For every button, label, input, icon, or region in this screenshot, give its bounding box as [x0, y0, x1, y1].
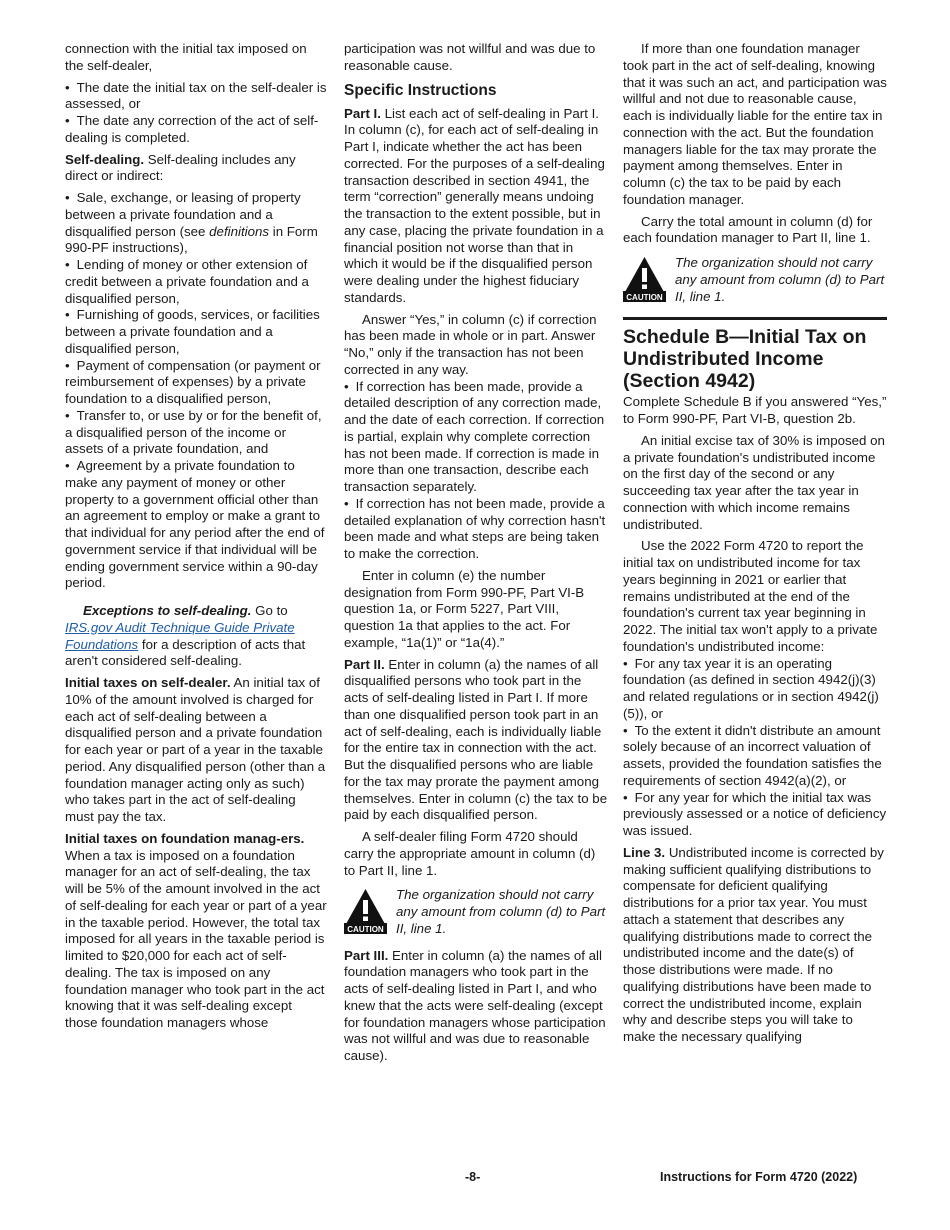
paragraph: Enter in column (e) the number designation from Form 990-PF, Part VI-B question 1a, or Form 5227, Part VIII, question 1a that applies to the act. For example, “1a(1)” or “1a(4).” — [344, 567, 585, 650]
italic-term: definitions — [209, 223, 270, 239]
caution-text: The organization should not carry any amount from column (d) to Part II, line 1. — [396, 887, 606, 936]
paragraph — [344, 948, 608, 1065]
bullet-item: • If correction has not been made, provide a detailed explanation of why correction hasn't been made and what steps are being taken to make the correction. — [344, 496, 608, 563]
run-in-heading: Self-dealing. — [65, 151, 145, 167]
bullet-item — [65, 190, 327, 257]
paragraph: Complete Schedule B if you answered “Yes,” to Form 990-PF, Part VI-B, question 2b. — [623, 394, 887, 426]
paragraph — [344, 106, 608, 307]
column-right — [623, 41, 887, 1051]
bullet-item: • Payment of compensation (or payment or reimbursement of expenses) by a private foundation to a disqualified person, — [65, 358, 327, 408]
section-divider — [623, 317, 887, 320]
run-in-heading: Line 3. — [623, 844, 666, 860]
paragraph-text: for a description of acts that aren't considered self-dealing. — [65, 636, 306, 669]
paragraph: A self-dealer filing Form 4720 should carry the appropriate amount in column (d) to Part II, line 1. — [344, 829, 596, 878]
bullet-item: • The date the initial tax on the self-dealer is assessed, or — [65, 80, 327, 114]
caution-icon — [344, 888, 387, 934]
caution-text: The organization should not carry any amount from column (d) to Part II, line 1. — [675, 255, 885, 304]
paragraph: connection with the initial tax imposed on the self-dealer, — [65, 41, 307, 73]
footer-title: Instructions for Form 4720 (2022) — [660, 1170, 858, 1184]
paragraph — [65, 152, 327, 186]
paragraph: If more than one foundation manager took part in the act of self-dealing, knowing that it was such an act, and participation was willful and not due to reasonable cause, each is individually liable for the entire tax in connection with the act. But the foundation managers liable for the tax may prorate the payment among themselves. Enter in column (c) the tax to be paid by each foundation manager. — [623, 41, 887, 207]
page-number: -8- — [465, 1170, 481, 1184]
paragraph-text: An initial tax of 10% of the amount involved is charged for each act of self-dealing between a disqualified person and a private foundation for each year or part of a year in the taxable period. Any disqualified person (other than a foundation manager acting only as such) who takes part in the act of self-dealing must pay the tax. — [65, 675, 326, 824]
paragraph-text: Go to — [255, 603, 288, 618]
paragraph-text: Enter in column (a) the names of all disqualified persons who took part in the acts of self-dealing listed in Part I. If more than one disqualified person took part in an act of self-dealing, each is individually liable for the entire tax in connection with the act. But the disqualified persons who are liable for the tax may prorate the payment among themselves. Enter in column (c) the tax to be paid by each disqualified person. — [344, 656, 608, 823]
paragraph — [623, 845, 887, 1046]
bullet-item: • For any tax year it is an operating foundation (as defined in section 4942(j)(3) and related regulations or in section 4942(j)(5)), or — [623, 656, 887, 723]
paragraph: Use the 2022 Form 4720 to report the initial tax on undistributed income for tax years beginning in 2021 or earlier that remains undistributed at the end of the foundation's current tax year beginning in 2022. The initial tax won't apply to a private foundation's undistributed income: — [623, 538, 878, 654]
paragraph: participation was not willful and was due to reasonable cause. — [344, 41, 596, 73]
bullet-item: • Lending of money or other extension of credit between a private foundation and a disqualified person, — [65, 257, 327, 307]
bullet-text: Sale, exchange, or leasing of property between a private foundation and a disqualified person (see — [65, 190, 301, 239]
column-middle — [344, 41, 608, 1070]
bullet-item: • If correction has been made, provide a detailed description of any correction made, and the date of each correction. If correction is partial, explain why complete correction has not been made. If correction is made in more than one transaction, describe each transaction separately. — [344, 379, 608, 496]
schedule-b-title: Schedule B—Initial Tax on Undistributed Income (Section 4942) — [623, 326, 867, 393]
caution-note — [623, 255, 887, 305]
paragraph-text: Enter in column (a) the names of all foundation managers who took part in the acts of self-dealing listed in Part I, and who knew that the acts were self-dealing (except for foundation managers whose participation was not willful and was due to reasonable cause). — [344, 947, 606, 1063]
bullet-text: in Form 990-PF instructions), — [65, 223, 318, 256]
paragraph: Carry the total amount in column (d) for each foundation manager to Part II, line 1. — [623, 213, 873, 246]
run-in-heading: Part I. — [344, 105, 381, 121]
caution-label: CAUTION — [626, 293, 663, 302]
run-in-heading: Part III. — [344, 947, 389, 963]
paragraph-text: Self-dealing includes any direct or indirect: — [65, 151, 296, 184]
run-in-heading: Exceptions to self-dealing. — [83, 603, 252, 618]
paragraph — [65, 603, 327, 670]
paragraph: An initial excise tax of 30% is imposed on a private foundation's undistributed income on the first day of the second or any succeeding tax year after the tax year in connection with which income remains undistributed. — [623, 432, 885, 532]
caution-note — [344, 887, 608, 937]
paragraph — [65, 675, 327, 826]
bullet-item: • Transfer to, or use by or for the benefit of, a disqualified person of the income or assets of a private foundation, and — [65, 408, 327, 458]
bullet-item: • Furnishing of goods, services, or facilities between a private foundation and a disqualified person, — [65, 307, 327, 357]
bullet-item: • To the extent it didn't distribute an amount solely because of an incorrect valuation of assets, provided the foundation satisfies the requirements of section 4942(a)(2), or — [623, 723, 887, 790]
paragraph-text: List each act of self-dealing in Part I. In column (c), for each act of self-dealing in Part I, indicate whether the act has been corrected. For the purposes of a self-dealing transaction described in section 4941, the term “correction” generally means undoing the transaction to the extent possible, but in any case, placing the private foundation in a financial position not worse than that in which it would be if the disqualified person were dealing under the highest fiduciary standards. — [344, 105, 605, 305]
column-left — [65, 41, 327, 1037]
paragraph — [65, 831, 327, 1032]
bullet-item: • The date any correction of the act of self-dealing is completed. — [65, 113, 327, 147]
paragraph-text: When a tax is imposed on a foundation manager for an act of self-dealing, the tax will be 5% of the amount involved in the act of self-dealing for each year or part of a year in the taxable period. However, the total tax imposed for all years in the taxable period is limited to $20,000 for each act of self-dealing. The tax is imposed on any foundation manager who took part in the act knowing that it was self-dealing except those foundation managers whose — [65, 847, 327, 1030]
paragraph-text: Undistributed income is corrected by making sufficient qualifying distributions to compensate for deficient qualifying distributions for a prior tax year. You must attach a statement that describes any qualifying distributions made to correct the undistributed income and the date(s) of those distributions were made. If no qualifying distributions have been made to correct the undistributed income, explain why and describe steps you will take to make the necessary qualifying — [623, 844, 884, 1044]
run-in-heading: Initial taxes on foundation manag-ers. — [65, 830, 305, 846]
run-in-heading: Initial taxes on self-dealer. — [65, 675, 231, 690]
bullet-item: • For any year for which the initial tax was previously assessed or a notice of deficiency was issued. — [623, 790, 887, 840]
paragraph — [344, 657, 608, 825]
caution-icon — [623, 256, 666, 302]
run-in-heading: Part II. — [344, 656, 385, 672]
paragraph: Answer “Yes,” in column (c) if correction has been made in whole or in part. Answer “No,” only if the transaction has not been corrected in any way. — [344, 311, 597, 377]
section-heading: Specific Instructions — [344, 81, 497, 99]
audit-guide-link[interactable]: IRS.gov Audit Technique Guide Private Foundations — [65, 619, 295, 652]
bullet-item: • Agreement by a private foundation to make any payment of money or other property to a government official other than an agreement to employ or make a grant to that individual for any period after the end of government service if that individual will be ending government service within a 90-day period. — [65, 458, 327, 592]
caution-label: CAUTION — [347, 925, 384, 935]
